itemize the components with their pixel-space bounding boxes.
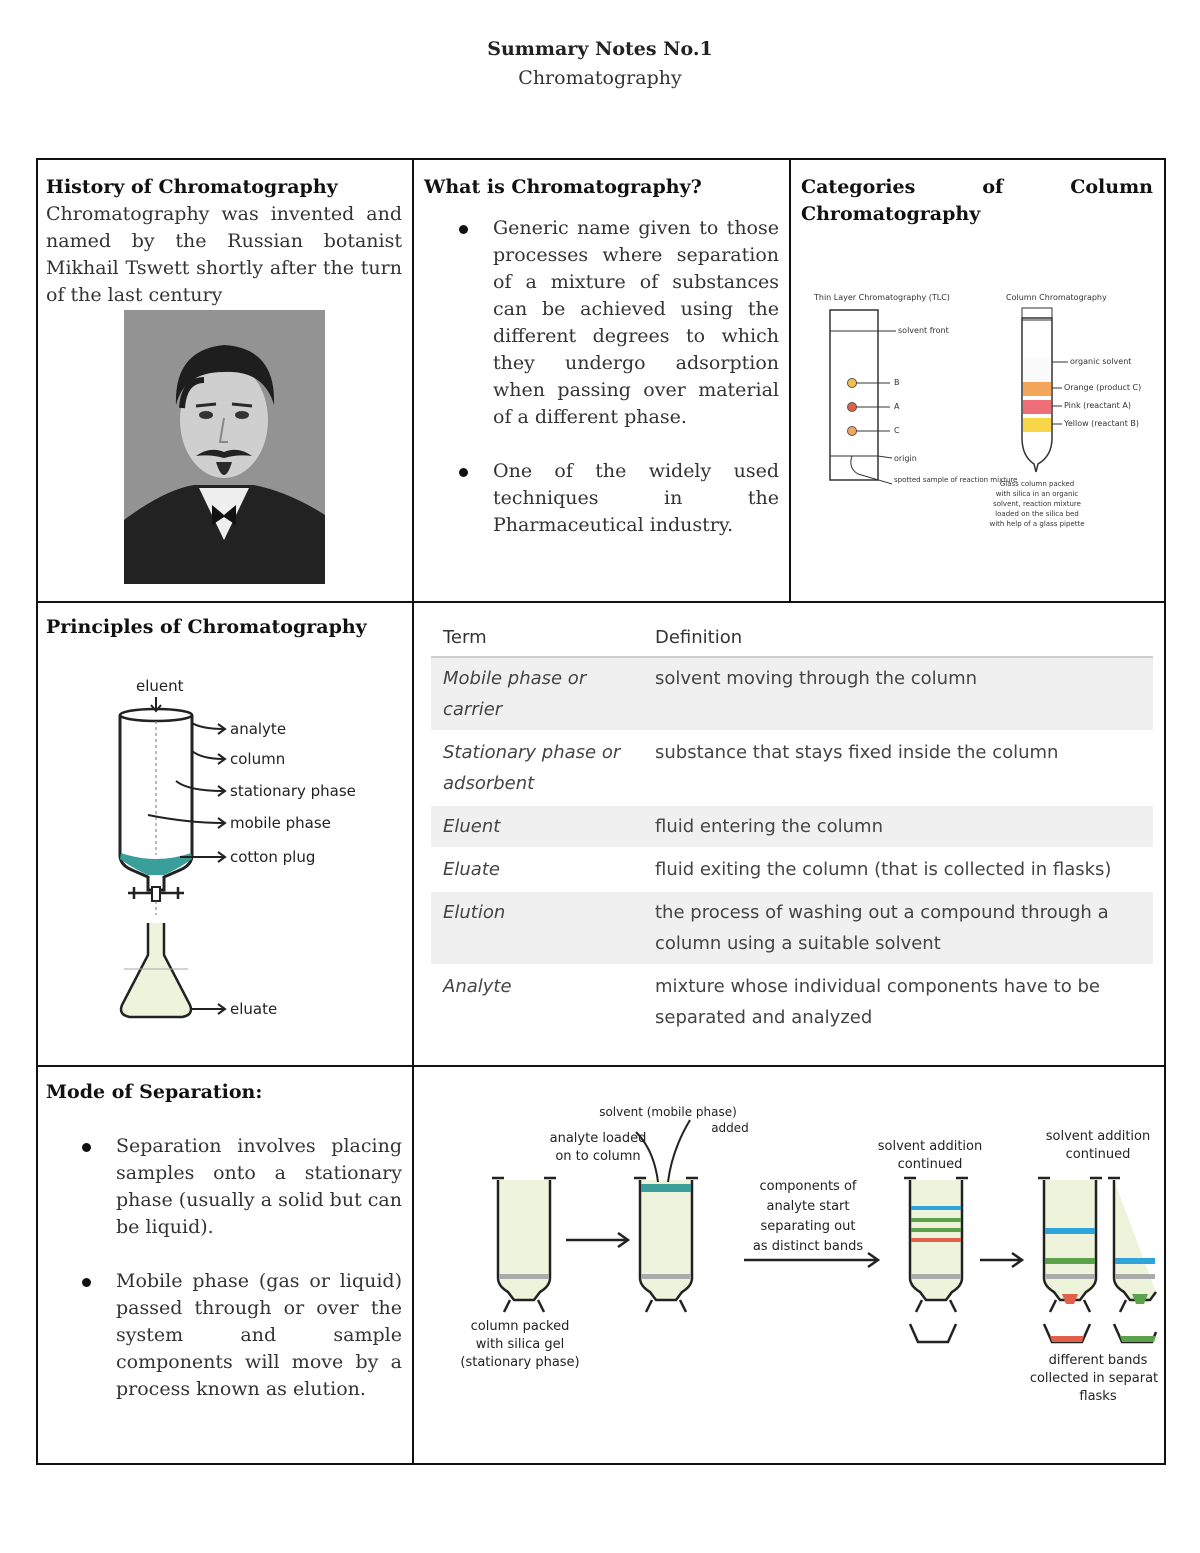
principles-cell	[46, 614, 402, 641]
mode-bullet-2: Mobile phase (gas or liquid) passed through or over the system and sample components will move by a process known as elution.	[116, 1268, 402, 1403]
table-row	[431, 805, 1153, 848]
what-cell	[424, 174, 780, 539]
table-cell-definition: fluid exiting the column (that is collected in flasks)	[643, 848, 1153, 891]
column-step-4b	[1108, 1178, 1156, 1342]
history-cell	[46, 174, 402, 309]
principles-diagram	[108, 665, 398, 1030]
label-eluate: eluate	[230, 1000, 278, 1018]
column-step-3	[904, 1178, 968, 1342]
page-subtitle: Chromatography	[518, 67, 682, 89]
table-cell-term: Analyte	[431, 965, 643, 1039]
column-label-orange: Orange (product C)	[1064, 383, 1142, 392]
label-mobile-phase: mobile phase	[230, 814, 331, 832]
tswett-portrait	[124, 310, 325, 584]
tlc-label-sample: spotted sample of reaction mixture	[894, 476, 1018, 484]
what-heading: What is Chromatography?	[424, 176, 702, 198]
table-header-definition: Definition	[643, 619, 1153, 657]
history-heading: History of Chromatography	[46, 176, 338, 198]
step2-top-line1: solvent (mobile phase)	[599, 1105, 737, 1119]
divider-vertical-1	[412, 160, 414, 1463]
page-title: Summary Notes No.1	[487, 38, 713, 60]
step6-line1: different bands	[1048, 1353, 1148, 1368]
table-row	[431, 657, 1153, 731]
table-header-term: Term	[431, 619, 643, 657]
column-label-pink: Pink (reactant A)	[1064, 401, 1131, 410]
definitions-table	[431, 619, 1153, 1040]
column-step-2	[634, 1120, 698, 1312]
tlc-label-origin: origin	[894, 454, 917, 463]
table-cell-definition: mixture whose individual components have to be separated and analyzed	[643, 965, 1153, 1039]
label-column: column	[230, 750, 286, 768]
categories-diagram	[810, 288, 1160, 538]
table-cell-term: Mobile phase or carrier	[431, 657, 643, 731]
table-cell-definition: substance that stays fixed inside the column	[643, 731, 1153, 805]
step3-line1: components of	[759, 1179, 857, 1194]
table-row	[431, 965, 1153, 1039]
tlc-label-a: A	[894, 402, 900, 411]
column-caption-5: with help of a glass pipette	[989, 520, 1085, 528]
step1-line2: with silica gel	[475, 1337, 565, 1352]
divider-vertical-2	[789, 160, 791, 601]
column-label-yellow: Yellow (reactant B)	[1064, 419, 1140, 428]
label-stationary-phase: stationary phase	[230, 782, 356, 800]
table-cell-term: Stationary phase or adsorbent	[431, 731, 643, 805]
label-analyte: analyte	[230, 720, 287, 738]
categories-heading: Categories of Column Chromatography	[801, 176, 1153, 225]
table-row	[431, 731, 1153, 805]
step3-line4: as distinct bands	[752, 1239, 864, 1254]
column-caption-2: with silica in an organic	[995, 490, 1079, 498]
step6-line2: collected in separate	[1029, 1371, 1158, 1386]
notes-grid	[36, 158, 1166, 1465]
principles-heading: Principles of Chromatography	[46, 616, 367, 638]
label-eluent: eluent	[136, 677, 184, 695]
step4-line1: solvent addition	[877, 1139, 983, 1154]
step6-line3: flasks	[1079, 1389, 1117, 1404]
column-caption-1: Glass column packed	[999, 480, 1075, 488]
step3-line3: separating out	[760, 1219, 856, 1234]
column-caption-4: loaded on the silica bed	[995, 510, 1079, 518]
table-cell-definition: fluid entering the column	[643, 805, 1153, 848]
step4-line2: continued	[897, 1157, 963, 1172]
tlc-label-front: solvent front	[898, 326, 949, 335]
tlc-label-c: C	[894, 426, 900, 435]
history-text: Chromatography was invented and named by the Russian botanist Mikhail Tswett shortly after the turn of the last century	[46, 203, 402, 306]
step1-line3: (stationary phase)	[460, 1355, 580, 1370]
divider-horizontal-2	[38, 1065, 1164, 1067]
divider-horizontal-1	[38, 601, 1164, 603]
column-label-solvent: organic solvent	[1070, 357, 1132, 366]
what-bullet-1: Generic name given to those processes where separation of a mixture of substances can be achieved using the different degrees to which they undergo adsorption when passing over material of a different phase.	[493, 215, 779, 431]
step3-line2: analyte start	[766, 1199, 850, 1214]
label-cotton-plug: cotton plug	[230, 848, 316, 866]
step2-top-line2: added	[711, 1121, 749, 1135]
definitions-table-wrap	[431, 619, 1157, 1040]
column-caption-3: solvent, reaction mixture	[993, 500, 1081, 508]
step1-line1: column packed	[470, 1319, 570, 1334]
mode-cell	[46, 1079, 402, 1403]
tlc-title: Thin Layer Chromatography (TLC)	[814, 293, 950, 302]
table-cell-definition: solvent moving through the column	[643, 657, 1153, 731]
step2-left-line1: analyte loaded	[549, 1131, 647, 1146]
mode-bullet-1: Separation involves placing samples onto a stationary phase (usually a solid but can be liquid).	[116, 1133, 402, 1241]
column-step-4a	[1038, 1178, 1102, 1342]
categories-cell	[801, 174, 1156, 228]
table-row	[431, 848, 1153, 891]
column-step-1	[492, 1178, 556, 1312]
step5-line2: continued	[1065, 1147, 1131, 1162]
step2-left-line2: on to column	[555, 1149, 641, 1164]
table-cell-term: Eluate	[431, 848, 643, 891]
table-cell-term: Elution	[431, 891, 643, 965]
column-title: Column Chromatography	[1006, 293, 1107, 302]
what-bullet-2: One of the widely used techniques in the Pharmaceutical industry.	[493, 458, 779, 539]
table-cell-definition: the process of washing out a compound through a column using a suitable solvent	[643, 891, 1153, 965]
table-cell-term: Eluent	[431, 805, 643, 848]
process-diagram	[458, 1080, 1158, 1410]
page-header	[0, 38, 1200, 89]
mode-heading: Mode of Separation:	[46, 1081, 263, 1103]
table-row	[431, 891, 1153, 965]
tlc-label-b: B	[894, 378, 900, 387]
step5-line1: solvent addition	[1045, 1129, 1151, 1144]
